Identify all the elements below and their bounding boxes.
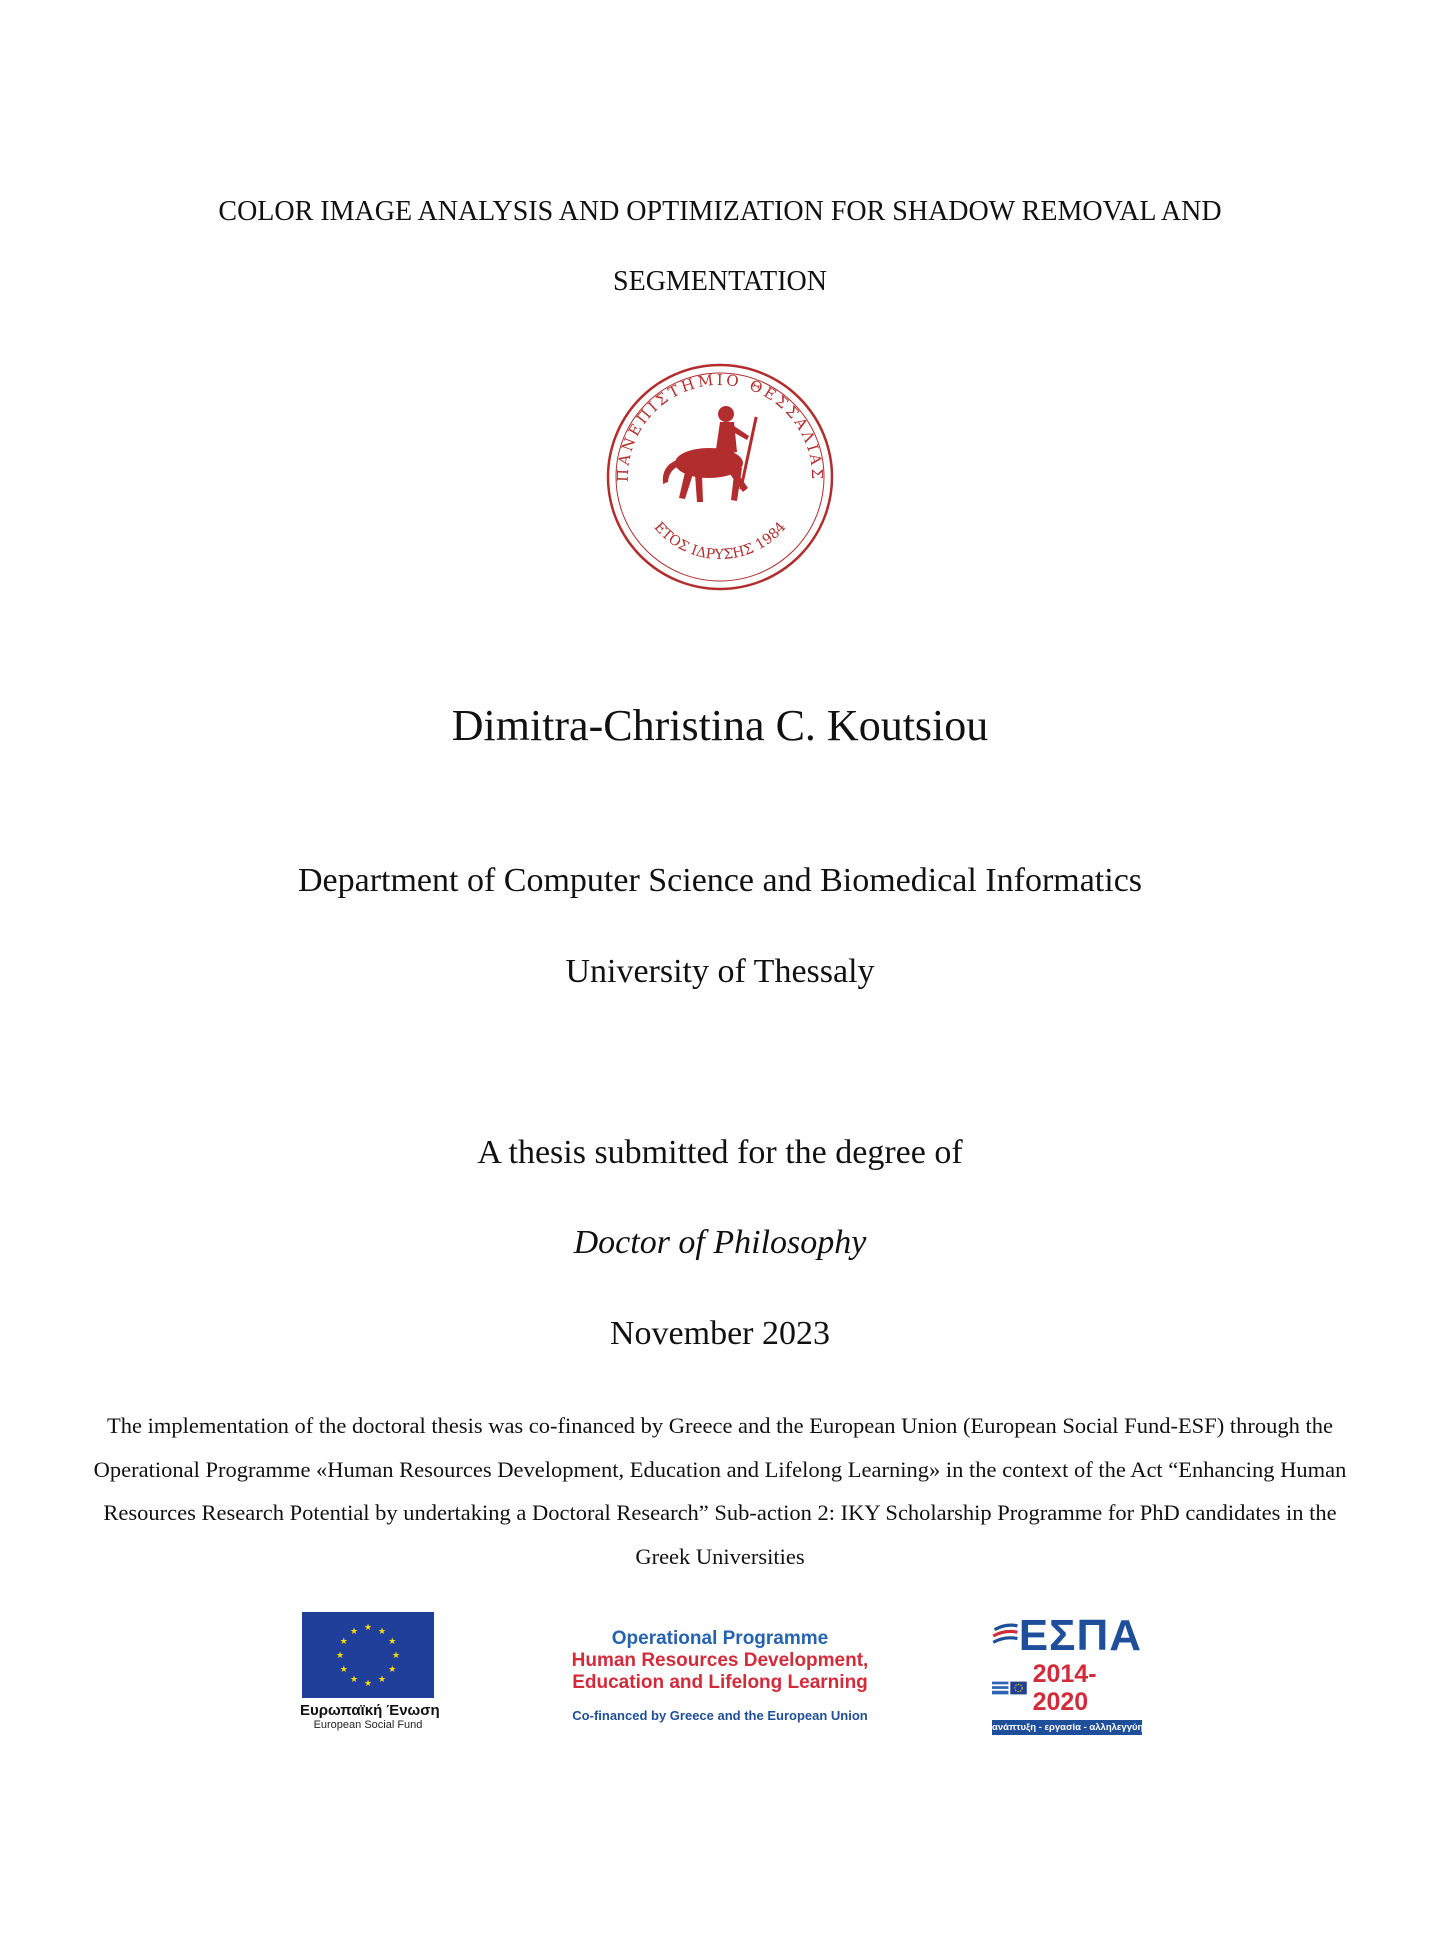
greece-eu-flags-icon — [992, 1678, 1029, 1698]
submission-date: November 2023 — [609, 1315, 830, 1352]
degree-name: Doctor of Philosophy — [573, 1224, 867, 1261]
eu-star-icon: ★ — [377, 1625, 387, 1636]
thesis-title-line-2: SEGMENTATION — [613, 266, 827, 297]
university-name: University of Thessaly — [565, 953, 875, 990]
eu-logo-subtitle: European Social Fund — [313, 1719, 423, 1731]
eu-logo — [300, 1612, 440, 1731]
eu-star-icon: ★ — [339, 1664, 348, 1674]
espa-tagline: ανάπτυξη - εργασία - αλληλεγγύη — [992, 1722, 1144, 1733]
thesis-title-line-1: COLOR IMAGE ANALYSIS AND OPTIMIZATION FOR SHADOW REMOVAL AND — [218, 196, 1222, 227]
eu-star-icon: ★ — [363, 1622, 373, 1632]
espa-word: ΕΣΠΑ — [1018, 1611, 1142, 1660]
eu-star-icon: ★ — [377, 1674, 387, 1685]
eu-star-icon: ★ — [388, 1664, 397, 1674]
eu-star-icon: ★ — [349, 1625, 359, 1636]
author-name: Dimitra-Christina C. Koutsiou — [451, 701, 989, 750]
operational-programme-logo — [540, 1628, 900, 1723]
eu-star-icon: ★ — [388, 1636, 397, 1646]
svg-text:ΕΤΟΣ ΙΔΡΥΣΗΣ 1984 — [651, 519, 790, 563]
centaur-icon — [663, 406, 758, 502]
op-logo-line-3: Education and Lifelong Learning — [572, 1672, 868, 1693]
submission-statement: A thesis submitted for the degree of — [477, 1134, 963, 1171]
eu-star-icon: ★ — [363, 1678, 373, 1688]
espa-years: 2014-2020 — [1032, 1660, 1097, 1716]
op-logo-line-1: Operational Programme — [611, 1628, 829, 1649]
funding-statement: The implementation of the doctoral thesis was co-financed by Greece and the European Union (European Social Fund-ESF) through the Operational Programme «Human Resources Development, Education and Lifelong Learning» in the context of the Act “Enhancing Human Resources Research Potential by undertaking a Doctoral Research” Sub-action 2: IKY Scholarship Programme for PhD candidates in the Greek Universities — [93, 1413, 1347, 1569]
eu-star-icon: ★ — [349, 1674, 359, 1685]
eu-logo-name: Ευρωπαϊκή Ένωση — [300, 1702, 440, 1719]
espa-stripes-icon — [992, 1614, 1019, 1658]
eu-star-icon: ★ — [335, 1650, 345, 1660]
espa-logo — [992, 1611, 1144, 1735]
seal-arc-text-top: ΠΑΝΕΠΙΣΤΗΜΙΟ ΘΕΣΣΑΛΙΑΣ — [613, 370, 827, 483]
department-name: Department of Computer Science and Biomedical Informatics — [297, 862, 1143, 899]
university-seal-logo — [603, 360, 837, 594]
op-logo-line-2: Human Resources Development, — [571, 1650, 869, 1671]
eu-star-icon: ★ — [391, 1650, 401, 1660]
seal-arc-text-bottom: ΕΤΟΣ ΙΔΡΥΣΗΣ 1984 — [650, 519, 790, 564]
eu-flag-icon — [302, 1612, 434, 1698]
op-logo-line-4: Co-financed by Greece and the European Union — [572, 1708, 868, 1723]
eu-star-icon: ★ — [339, 1636, 348, 1646]
